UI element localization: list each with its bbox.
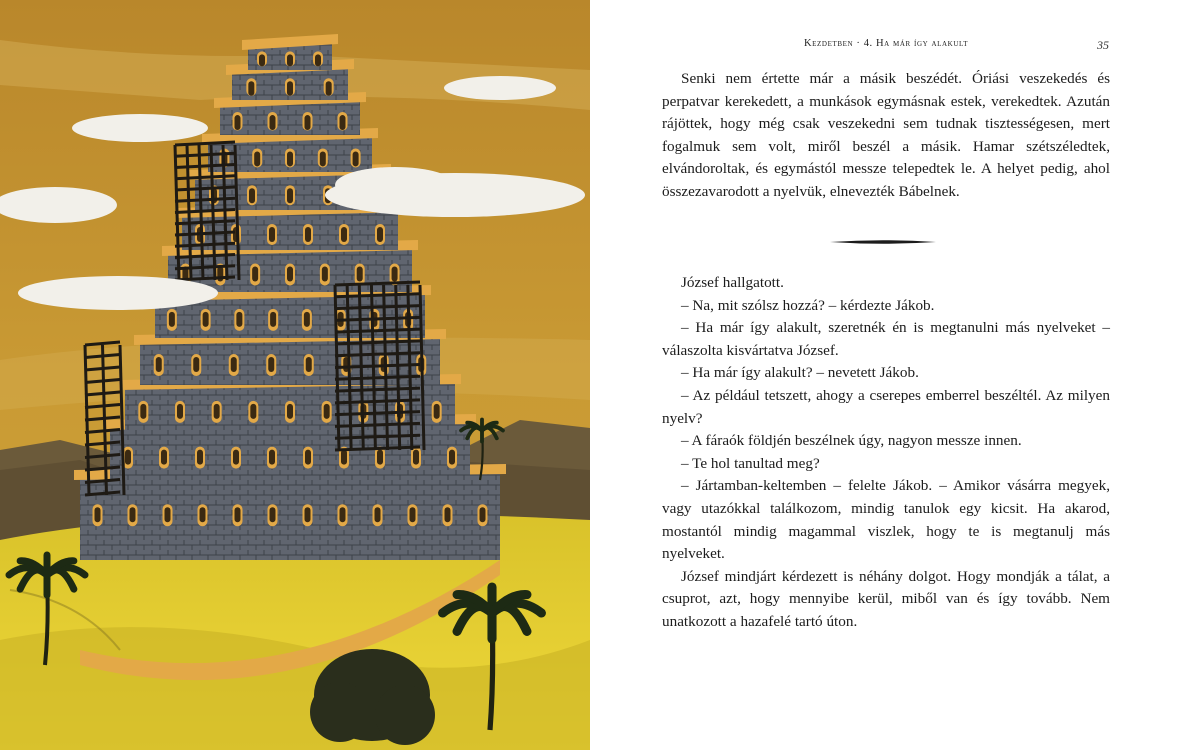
dialogue-line: – Te hol tanultad meg? [681,454,820,472]
running-head [590,38,1179,56]
paragraph: József mindjárt kérdezett is néhány dolgot. Hogy mondják a tálat, a csuprot, azt, hogy mennyibe kerül, miből van és így tovább. Nem unatkozott a hazafelé tartó úton. [662,567,1110,630]
text-section-1 [662,68,1110,204]
dialogue-line: – A fáraók földjén beszélnek úgy, nagyon messze innen. [681,432,1022,450]
dialogue-line: – Na, mit szólsz hozzá? – kérdezte Jákob. [681,296,935,314]
page-number: 35 [1097,38,1109,52]
dialogue-line: – Ha már így alakult? – nevetett Jákob. [681,364,919,382]
dialogue-line: – Az például tetszett, ahogy a cserepes emberrel beszéltél. Az milyen nyelv? [662,386,1110,427]
text-section-2 [662,272,1110,634]
chapter-title: Kezdetben · 4. Ha már így alakult [804,38,969,49]
paragraph: József hallgatott. [681,274,784,291]
dialogue-line: – Ha már így alakult, szeretnék én is megtanulni más nyelveket – válaszolta kisvártatva József. [662,319,1110,359]
section-divider-ornament [830,237,936,247]
dialogue-line: – Jártamban-keltemben – felelte Jákob. – Amikor vásárra megyek, vagy utazókkal találkozom, mindig tanulok egy kicsit. Ha akarod, mostantól mindig magammal viszlek, hogy te is megtanulj más nyelveket. [662,477,1110,563]
paragraph: Senki nem értette már a másik beszédét. Óriási veszekedés és perpatvar kerekedett, a munkások egymásnak estek, verekedtek. Azután rájöttek, hogy még csak veszekedni sem tudnak tisztességesen, mert fogalmuk sem volt, miről beszél a másik. Hamar szétszéledtek, elvándoroltak, és egymástól messze telepedtek le. A helyet pedig, ahol összezavarodott a nyelvük, elnevezték Bábelnek. [662,70,1110,200]
text-page [590,0,1179,750]
